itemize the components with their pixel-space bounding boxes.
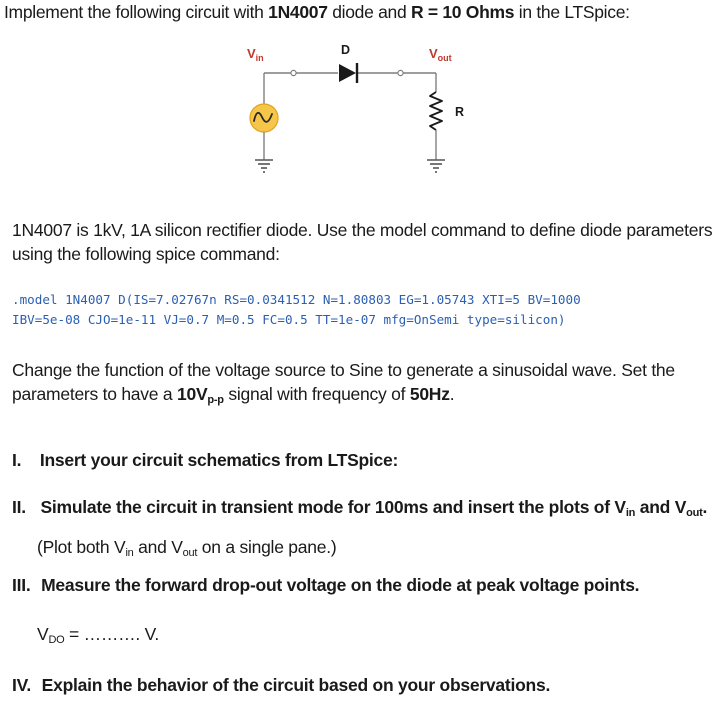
question-2: II. Simulate the circuit in transient mode for 100ms and insert the plots of $V_{in}$ and $V_{out}$. [12,497,708,519]
diode-label: D [341,43,351,57]
page-title: Implement the following circuit with 1N4007 diode and R = 10 Ohms in the LTSpice: [4,2,630,22]
vin-label: $V_{in}$ [247,46,264,63]
node-vin [291,70,296,75]
diode-symbol [339,64,356,82]
question-3: III. Measure the forward drop-out voltage on the diode at peak voltage points. [12,575,640,595]
ground-icon [427,160,445,172]
ground-icon [255,160,273,172]
circuit-diagram [0,0,719,195]
question-1: I. Insert your circuit schematics from LTSpice: [12,450,399,470]
question-4: IV. Explain the behavior of the circuit based on your observations. [12,675,551,695]
vout-label: $V_{out}$ [429,46,452,63]
resistor-label: R [455,105,465,119]
intro-paragraph: 1N4007 is 1kV, 1A silicon rectifier diode. Use the model command to define diode parameters using the following spice command: [12,220,713,264]
change-paragraph: Change the function of the voltage source to Sine to generate a sinusoidal wave. Set the parameters to have a $10V_{p-p}$ signal with frequency of 50Hz. [12,360,675,406]
node-vout [398,70,403,75]
resistor-symbol [430,92,442,130]
spice-model-command: .model 1N4007 D(IS=7.02767n RS=0.0341512 N=1.80803 EG=1.05743 XTI=5 BV=1000 IBV=5e-08 CJO=1e-11 VJ=0.7 M=0.5 FC=0.5 TT=1e-07 mfg=OnSemi type=silicon) [12,292,581,327]
question-2-note: (Plot both $V_{in}$ and $V_{out}$ on a single pane.) [37,537,337,559]
vdo-answer-line: $V_{DO}$ = ………. V. [37,624,160,646]
